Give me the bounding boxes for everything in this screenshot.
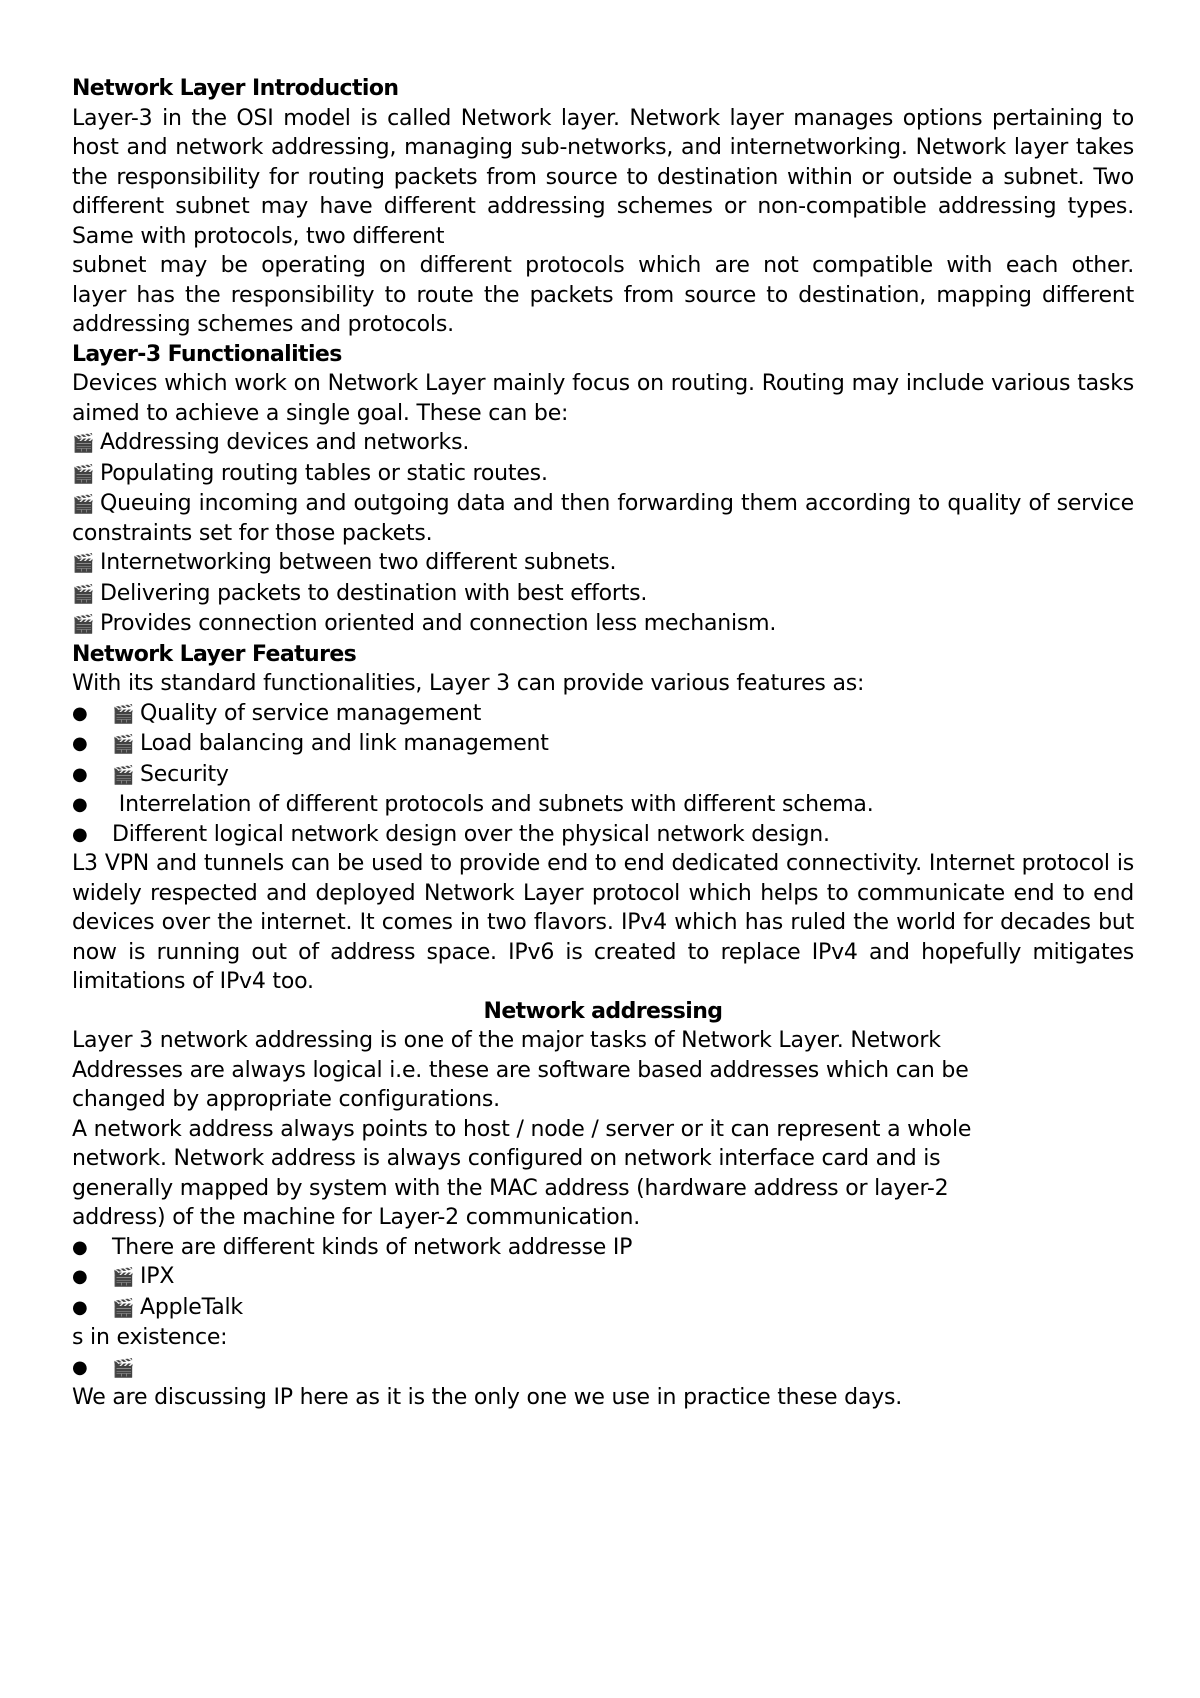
paragraph-line: addressing schemes and protocols. [72, 312, 454, 337]
bullet-item [72, 1262, 1134, 1293]
paragraph-line: Layer-3 in the OSI model is called Network layer. Network layer manages options pertaining to [72, 105, 1134, 131]
list-item-text: Queuing incoming and outgoing data and then forwarding them according to quality of service [100, 491, 1134, 516]
paragraph-line: host and network addressing, managing sub-networks, and internetworking. Network layer takes [72, 135, 1134, 160]
paragraph-line: s in existence: [72, 1325, 228, 1350]
heading-network-layer-introduction: Network Layer Introduction [72, 76, 399, 101]
heading-layer-3-functionalities: Layer-3 Functionalities [72, 341, 342, 367]
bullet-icon: ● [72, 823, 88, 845]
paragraph-line: now is running out of address space. IPv6 is created to replace IPv4 and hopefully mitigates [72, 939, 1134, 965]
paragraph-line: layer has the responsibility to route the packets from source to destination, mapping different [72, 282, 1134, 308]
heading-network-addressing: Network addressing [483, 998, 723, 1024]
list-item-continuation: constraints set for those packets. [72, 520, 433, 546]
paragraph-line: L3 VPN and tunnels can be used to provide end to end dedicated connectivity. Internet protocol is [72, 851, 1134, 876]
clapperboard-icon: 🎬 [112, 1297, 135, 1319]
clapperboard-icon: 🎬 [112, 703, 135, 725]
paragraph-line: aimed to achieve a single goal. These can be: [72, 400, 569, 426]
bullet-item [72, 760, 1134, 791]
bullet-item-text: IPX [140, 1264, 175, 1289]
paragraph-line: address) of the machine for Layer-2 communication. [72, 1205, 641, 1230]
paragraph-line: the responsibility for routing packets from source to destination within or outside a subnet. Two [72, 164, 1134, 190]
bullet-item [72, 1233, 1134, 1263]
paragraph-line: We are discussing IP here as it is the only one we use in practice these days. [72, 1385, 903, 1410]
paragraph-line: limitations of IPv4 too. [72, 969, 314, 994]
paragraph-line: network. Network address is always configured on network interface card and is [72, 1146, 941, 1171]
clapperboard-icon: 🎬 [72, 463, 95, 485]
paragraph-line: generally mapped by system with the MAC address (hardware address or layer-2 [72, 1175, 949, 1201]
clapperboard-icon: 🎬 [72, 494, 95, 515]
clapperboard-icon: 🎬 [72, 614, 95, 635]
bullet-item [72, 790, 1134, 820]
bullet-item-text: Quality of service management [140, 700, 482, 726]
clapperboard-icon: 🎬 [112, 764, 135, 786]
bullet-icon: ● [72, 1296, 88, 1318]
bullet-item-text: Load balancing and link management [140, 731, 549, 756]
list-item [72, 609, 1134, 640]
paragraph-line: changed by appropriate configurations. [72, 1087, 500, 1112]
list-item-text: Addressing devices and networks. [100, 430, 470, 455]
clapperboard-icon: 🎬 [72, 433, 95, 454]
bullet-icon: ● [72, 763, 88, 785]
bullet-item-text: AppleTalk [140, 1294, 243, 1320]
heading-network-layer-features: Network Layer Features [72, 641, 357, 667]
bullet-item [72, 1293, 1134, 1324]
paragraph-line: A network address always points to host / node / server or it can represent a whole [72, 1116, 972, 1142]
list-item-text: Provides connection oriented and connection less mechanism. [100, 611, 777, 636]
paragraph-line: different subnet may have different addressing schemes or non-compatible addressing types. [72, 194, 1134, 219]
bullet-item-text: There are different kinds of network addresse IP [112, 1234, 633, 1260]
paragraph-line: subnet may be operating on different protocols which are not compatible with each other. [72, 253, 1134, 278]
paragraph-line: widely respected and deployed Network Layer protocol which helps to communicate end to end [72, 880, 1134, 906]
bullet-item-text: Security [140, 761, 229, 787]
paragraph-line: With its standard functionalities, Layer 3 can provide various features as: [72, 671, 865, 696]
document-page [72, 74, 1134, 1413]
bullet-item [72, 729, 1134, 760]
list-item-text: Populating routing tables or static routes. [100, 460, 548, 486]
paragraph-line: Same with protocols, two different [72, 223, 445, 249]
list-item-text: Delivering packets to destination with best efforts. [100, 580, 648, 606]
bullet-icon: ● [72, 1266, 88, 1287]
bullet-item [72, 820, 1134, 850]
paragraph-line: Addresses are always logical i.e. these are software based addresses which can be [72, 1057, 969, 1083]
bullet-item-text: Different logical network design over the physical network design. [112, 821, 830, 847]
bullet-icon: ● [72, 733, 88, 754]
bullet-icon: ● [72, 702, 88, 724]
list-item [72, 548, 1134, 579]
bullet-icon: ● [72, 1236, 88, 1258]
bullet-item [72, 699, 1134, 730]
clapperboard-icon: 🎬 [72, 553, 95, 574]
paragraph-line: devices over the internet. It comes in two flavors. IPv4 which has ruled the world for decades but [72, 910, 1134, 935]
list-item [72, 579, 1134, 610]
paragraph-line: Layer 3 network addressing is one of the major tasks of Network Layer. Network [72, 1028, 941, 1053]
clapperboard-icon: 🎬 [112, 1357, 135, 1379]
paragraph-line: Devices which work on Network Layer mainly focus on routing. Routing may include various tasks [72, 371, 1134, 396]
list-item-text: Internetworking between two different subnets. [100, 550, 617, 575]
clapperboard-icon: 🎬 [112, 734, 135, 755]
list-item [72, 428, 1134, 459]
bullet-icon: ● [72, 794, 88, 815]
bullet-item [72, 1353, 1134, 1384]
clapperboard-icon: 🎬 [112, 1267, 135, 1288]
list-item [72, 489, 1134, 519]
list-item [72, 459, 1134, 490]
bullet-item-text: Interrelation of different protocols and subnets with different schema. [112, 792, 874, 817]
clapperboard-icon: 🎬 [72, 583, 95, 605]
bullet-icon: ● [72, 1356, 88, 1378]
